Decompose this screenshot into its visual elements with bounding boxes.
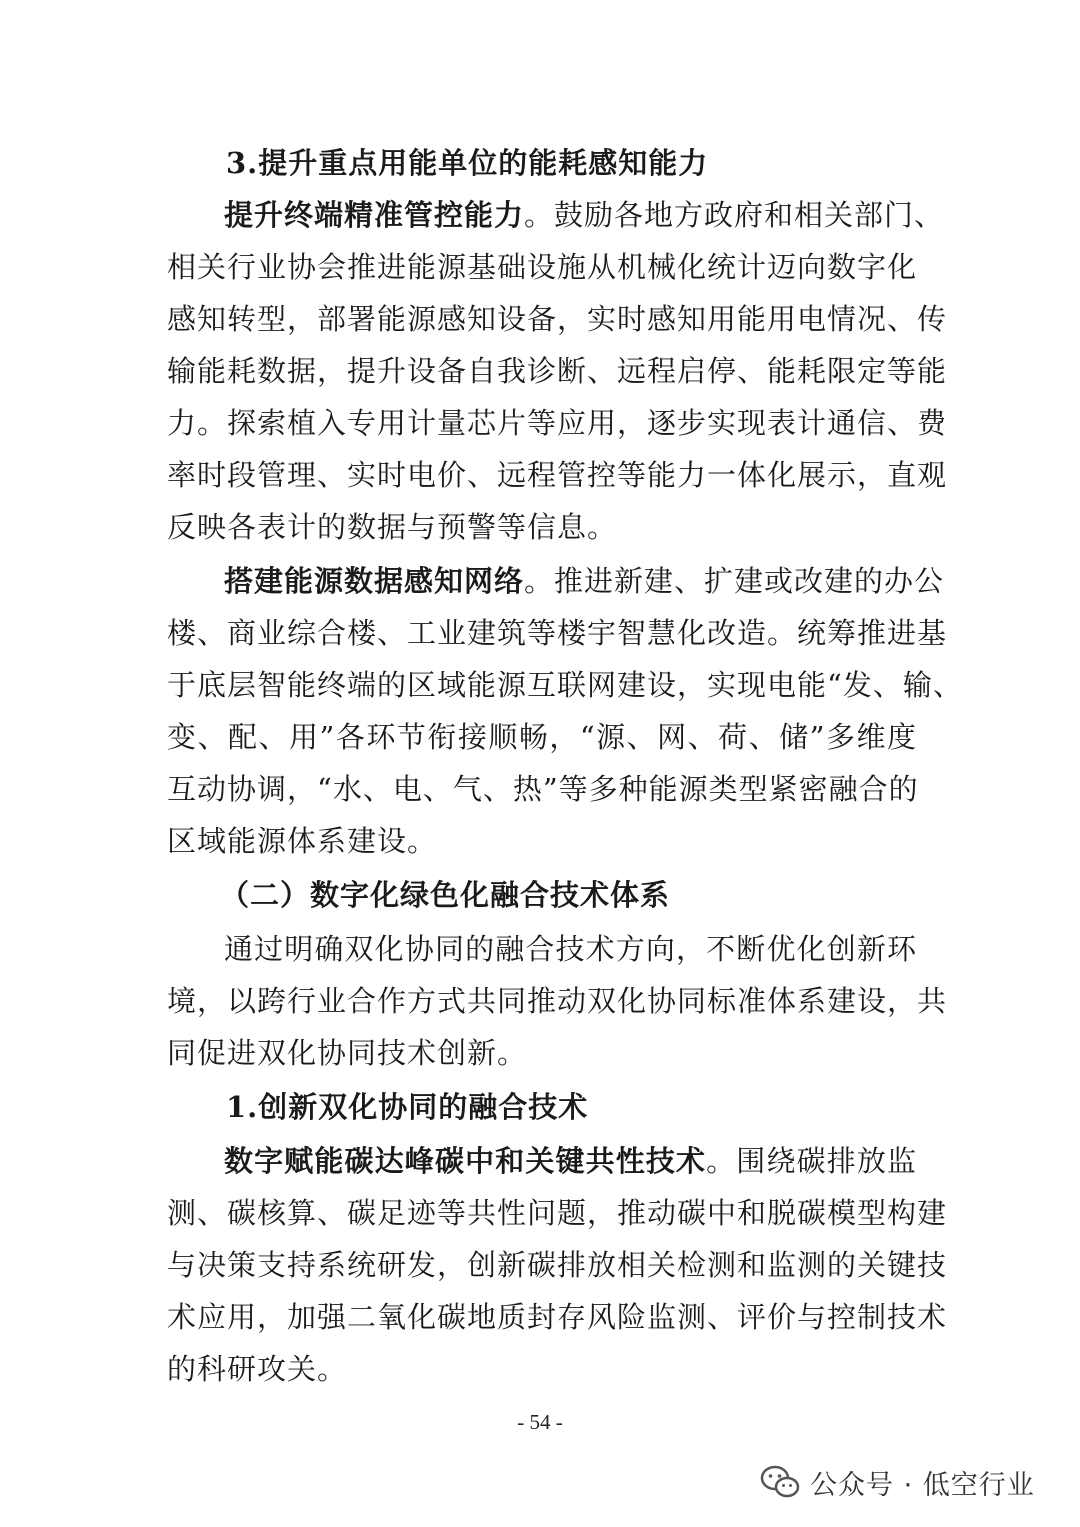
- paragraph-line: 同促进双化协同技术创新。: [167, 1036, 528, 1070]
- paragraph-text: 。推进新建、扩建或改建的办公: [524, 564, 945, 598]
- paragraph-line: 互动协调，“水、电、气、热”等多种能源类型紧密融合的: [167, 772, 919, 806]
- paragraph-line: 测、碳核算、碳足迹等共性问题，推动碳中和脱碳模型构建: [167, 1196, 948, 1230]
- paragraph-line: 感知转型，部署能源感知设备，实时感知用能用电情况、传: [167, 302, 948, 336]
- paragraph-line: 的科研攻关。: [167, 1352, 348, 1386]
- paragraph-lead: 提升终端精准管控能力: [224, 198, 525, 232]
- paragraph-line: 力。探索植入专用计量芯片等应用，逐步实现表计通信、费: [167, 406, 948, 440]
- paragraph-line: [224, 1141, 917, 1181]
- paragraph-line: 于底层智能终端的区域能源互联网建设，实现电能“发、输、: [167, 668, 963, 702]
- paragraph-line: 通过明确双化协同的融合技术方向，不断优化创新环: [224, 932, 917, 966]
- section-heading-1: 1.创新双化协同的融合技术: [226, 1090, 589, 1124]
- paragraph-lead: 数字赋能碳达峰碳中和关键共性技术: [224, 1144, 707, 1178]
- paragraph-line: 率时段管理、实时电价、远程管控等能力一体化展示，直观: [167, 458, 948, 492]
- paragraph-line: 输能耗数据，提升设备自我诊断、远程启停、能耗限定等能: [167, 354, 948, 388]
- paragraph-line: [224, 561, 945, 601]
- wechat-icon: [760, 1465, 800, 1499]
- paragraph-line: 区域能源体系建设。: [167, 824, 438, 858]
- section-heading-2: （二）数字化绿色化融合技术体系: [220, 878, 671, 912]
- paragraph-line: 境，以跨行业合作方式共同推动双化协同标准体系建设，共: [167, 984, 948, 1018]
- paragraph-text: 。鼓励各地方政府和相关部门、: [524, 198, 945, 232]
- paragraph-line: 相关行业协会推进能源基础设施从机械化统计迈向数字化: [167, 250, 918, 284]
- paragraph-line: 楼、商业综合楼、工业建筑等楼宇智慧化改造。统筹推进基: [167, 616, 948, 650]
- page-number: - 54 -: [517, 1410, 563, 1434]
- paragraph-line: 反映各表计的数据与预警等信息。: [167, 510, 618, 544]
- paragraph-line: [224, 195, 945, 235]
- paragraph-line: 变、配、用”各环节衔接顺畅，“源、网、荷、储”多维度: [167, 720, 917, 754]
- paragraph-text: 。围绕碳排放监: [706, 1144, 917, 1178]
- paragraph-line: 术应用，加强二氧化碳地质封存风险监测、评价与控制技术: [167, 1300, 948, 1334]
- watermark: [760, 1462, 1035, 1502]
- watermark-text: 公众号 · 低空行业: [810, 1469, 1035, 1501]
- section-heading-3: 3.提升重点用能单位的能耗感知能力: [226, 146, 709, 180]
- paragraph-line: 与决策支持系统研发，创新碳排放相关检测和监测的关键技: [167, 1248, 948, 1282]
- paragraph-lead: 搭建能源数据感知网络: [224, 564, 525, 598]
